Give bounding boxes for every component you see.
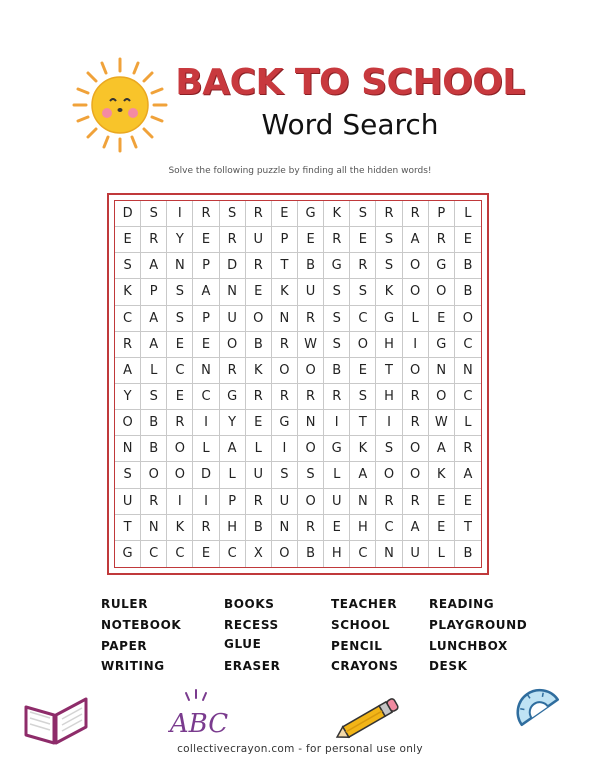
- grid-cell: P: [193, 306, 219, 332]
- grid-cell: E: [298, 227, 324, 253]
- grid-cell: L: [429, 541, 455, 567]
- grid-cell: R: [324, 384, 350, 410]
- grid-cell: L: [246, 436, 272, 462]
- grid-cell: N: [298, 410, 324, 436]
- grid-cell: P: [193, 253, 219, 279]
- grid-cell: S: [115, 462, 141, 488]
- word-item: DESK: [429, 659, 468, 673]
- grid-cell: E: [455, 227, 481, 253]
- grid-cell: O: [272, 541, 298, 567]
- grid-cell: E: [193, 227, 219, 253]
- grid-cell: O: [246, 306, 272, 332]
- grid-cell: R: [193, 201, 219, 227]
- grid-cell: O: [429, 384, 455, 410]
- grid-cell: I: [193, 489, 219, 515]
- grid-cell: I: [167, 489, 193, 515]
- grid-cell: O: [167, 462, 193, 488]
- grid-cell: A: [220, 436, 246, 462]
- grid-cell: C: [455, 384, 481, 410]
- grid-cell: N: [272, 515, 298, 541]
- grid-cell: H: [350, 515, 376, 541]
- grid-cell: E: [324, 515, 350, 541]
- grid-cell: S: [376, 436, 402, 462]
- grid-cell: O: [298, 358, 324, 384]
- word-item: ERASER: [224, 659, 281, 673]
- grid-cell: B: [298, 253, 324, 279]
- grid-cell: U: [298, 279, 324, 305]
- grid-cell: Y: [220, 410, 246, 436]
- grid-cell: B: [455, 253, 481, 279]
- grid-cell: S: [298, 462, 324, 488]
- grid-cell: P: [141, 279, 167, 305]
- grid-cell: G: [272, 410, 298, 436]
- grid-cell: R: [455, 436, 481, 462]
- grid-cell: C: [141, 541, 167, 567]
- puzzle-frame: [107, 193, 489, 575]
- grid-cell: I: [167, 201, 193, 227]
- grid-cell: I: [376, 410, 402, 436]
- grid-cell: R: [403, 201, 429, 227]
- grid-cell: N: [167, 253, 193, 279]
- grid-cell: K: [429, 462, 455, 488]
- grid-cell: C: [220, 541, 246, 567]
- grid-cell: R: [298, 515, 324, 541]
- grid-cell: N: [429, 358, 455, 384]
- grid-cell: T: [272, 253, 298, 279]
- grid-cell: D: [220, 253, 246, 279]
- grid-cell: H: [376, 384, 402, 410]
- grid-cell: U: [403, 541, 429, 567]
- svg-text:ABC: ABC: [169, 709, 229, 739]
- grid-cell: K: [324, 201, 350, 227]
- grid-cell: O: [376, 462, 402, 488]
- grid-cell: A: [429, 436, 455, 462]
- word-item: NOTEBOOK: [101, 618, 182, 632]
- grid-cell: S: [272, 462, 298, 488]
- grid-cell: L: [455, 410, 481, 436]
- grid-cell: E: [193, 541, 219, 567]
- grid-cell: C: [167, 358, 193, 384]
- grid-cell: O: [298, 489, 324, 515]
- grid-cell: N: [455, 358, 481, 384]
- grid-cell: I: [324, 410, 350, 436]
- instructions: Solve the following puzzle by finding all the hidden words!: [168, 166, 432, 176]
- grid-cell: L: [455, 201, 481, 227]
- grid-cell: R: [246, 384, 272, 410]
- grid-cell: R: [220, 358, 246, 384]
- grid-cell: S: [324, 306, 350, 332]
- grid-cell: B: [246, 515, 272, 541]
- grid-cell: N: [350, 489, 376, 515]
- grid-cell: R: [272, 384, 298, 410]
- word-item: SCHOOL: [331, 618, 391, 632]
- grid-cell: N: [272, 306, 298, 332]
- grid-cell: R: [246, 489, 272, 515]
- grid-cell: C: [167, 541, 193, 567]
- page-subtitle: Word Search: [261, 108, 439, 141]
- grid-cell: I: [403, 332, 429, 358]
- grid-cell: E: [167, 332, 193, 358]
- grid-cell: L: [141, 358, 167, 384]
- grid-cell: B: [246, 332, 272, 358]
- grid-cell: O: [115, 410, 141, 436]
- word-item: PAPER: [101, 639, 148, 653]
- grid-cell: T: [115, 515, 141, 541]
- grid-cell: L: [403, 306, 429, 332]
- grid-cell: Y: [115, 384, 141, 410]
- pencil-icon: [334, 695, 406, 745]
- grid-cell: S: [167, 279, 193, 305]
- grid-cell: Y: [167, 227, 193, 253]
- grid-cell: O: [141, 462, 167, 488]
- grid-cell: B: [298, 541, 324, 567]
- grid-cell: N: [376, 541, 402, 567]
- grid-cell: I: [193, 410, 219, 436]
- grid-cell: H: [324, 541, 350, 567]
- grid-cell: A: [350, 462, 376, 488]
- grid-cell: S: [141, 201, 167, 227]
- grid-cell: U: [220, 306, 246, 332]
- grid-cell: R: [298, 384, 324, 410]
- grid-cell: N: [220, 279, 246, 305]
- grid-cell: G: [298, 201, 324, 227]
- grid-cell: K: [376, 279, 402, 305]
- grid-cell: S: [350, 279, 376, 305]
- grid-cell: R: [193, 515, 219, 541]
- grid-cell: N: [193, 358, 219, 384]
- grid-cell: R: [141, 489, 167, 515]
- grid-cell: E: [246, 279, 272, 305]
- grid-cell: S: [376, 253, 402, 279]
- grid-cell: O: [429, 279, 455, 305]
- grid-cell: G: [324, 436, 350, 462]
- grid-cell: L: [324, 462, 350, 488]
- grid-cell: E: [272, 201, 298, 227]
- grid-cell: A: [141, 306, 167, 332]
- grid-cell: E: [429, 515, 455, 541]
- grid-cell: E: [167, 384, 193, 410]
- grid-cell: E: [193, 332, 219, 358]
- grid-cell: B: [324, 358, 350, 384]
- grid-cell: E: [246, 410, 272, 436]
- word-item: WRITING: [101, 659, 165, 673]
- open-book-icon: [22, 695, 90, 749]
- grid-cell: R: [272, 332, 298, 358]
- grid-cell: K: [272, 279, 298, 305]
- grid-cell: H: [376, 332, 402, 358]
- word-item: RECESS: [224, 618, 279, 632]
- word-item: GLUE: [224, 637, 262, 651]
- grid-cell: G: [115, 541, 141, 567]
- grid-cell: R: [376, 201, 402, 227]
- grid-cell: B: [141, 436, 167, 462]
- grid-cell: S: [167, 306, 193, 332]
- grid-cell: R: [298, 306, 324, 332]
- grid-cell: W: [429, 410, 455, 436]
- grid-cell: B: [463, 546, 473, 562]
- grid-cell: U: [246, 227, 272, 253]
- grid-cell: E: [350, 358, 376, 384]
- abc-icon: [168, 688, 230, 744]
- grid-cell: R: [376, 489, 402, 515]
- grid-cell: N: [115, 436, 141, 462]
- grid-cell: S: [324, 279, 350, 305]
- grid-cell: T: [455, 515, 481, 541]
- grid-cell: G: [376, 306, 402, 332]
- grid-cell: S: [220, 201, 246, 227]
- grid-cell: R: [220, 227, 246, 253]
- word-item: LUNCHBOX: [429, 639, 508, 653]
- grid-cell: P: [272, 227, 298, 253]
- grid-cell: S: [376, 227, 402, 253]
- grid-cell: O: [220, 332, 246, 358]
- grid-cell: S: [141, 384, 167, 410]
- grid-cell: S: [350, 384, 376, 410]
- grid-cell: O: [403, 436, 429, 462]
- grid-cell: R: [324, 227, 350, 253]
- grid-cell: A: [403, 515, 429, 541]
- grid-cell: O: [403, 358, 429, 384]
- grid-cell: K: [115, 279, 141, 305]
- grid-cell: O: [403, 279, 429, 305]
- grid-cell: T: [376, 358, 402, 384]
- grid-cell: U: [324, 489, 350, 515]
- grid-cell: E: [455, 489, 481, 515]
- grid-cell: C: [350, 541, 376, 567]
- word-item: RULER: [101, 597, 149, 611]
- word-item: PLAYGROUND: [429, 618, 528, 632]
- grid-cell: G: [220, 384, 246, 410]
- grid-cell: G: [429, 332, 455, 358]
- grid-cell: O: [403, 253, 429, 279]
- grid-cell: O: [455, 306, 481, 332]
- grid-cell: R: [403, 410, 429, 436]
- grid-cell: W: [298, 332, 324, 358]
- grid-cell: S: [350, 201, 376, 227]
- footer-credit: collectivecrayon.com - for personal use only: [177, 743, 423, 755]
- grid-cell: R: [246, 253, 272, 279]
- letter-grid: [115, 201, 481, 567]
- grid-cell: A: [141, 332, 167, 358]
- word-item: READING: [429, 597, 495, 611]
- grid-cell: B: [141, 410, 167, 436]
- grid-cell: A: [403, 227, 429, 253]
- grid-cell: O: [403, 462, 429, 488]
- grid-cell: D: [115, 201, 141, 227]
- grid-cell: C: [455, 332, 481, 358]
- grid-cell: S: [324, 332, 350, 358]
- grid-cell: P: [429, 201, 455, 227]
- grid-cell: T: [350, 410, 376, 436]
- grid-cell: R: [141, 227, 167, 253]
- grid-cell: R: [350, 253, 376, 279]
- grid-cell: L: [193, 436, 219, 462]
- grid-cell: R: [403, 384, 429, 410]
- protractor-icon: [508, 678, 560, 732]
- grid-cell: E: [429, 306, 455, 332]
- grid-cell: C: [376, 515, 402, 541]
- grid-cell: O: [167, 436, 193, 462]
- grid-cell: C: [193, 384, 219, 410]
- grid-cell: X: [246, 541, 272, 567]
- grid-cell: O: [272, 358, 298, 384]
- grid-cell: K: [350, 436, 376, 462]
- grid-cell: S: [115, 253, 141, 279]
- grid-cell: K: [167, 515, 193, 541]
- grid-cell: O: [298, 436, 324, 462]
- grid-cell: B: [455, 279, 481, 305]
- grid-cell: U: [115, 489, 141, 515]
- grid-cell: A: [193, 279, 219, 305]
- grid-cell: R: [429, 227, 455, 253]
- grid-cell: R: [115, 332, 141, 358]
- grid-cell: C: [115, 306, 141, 332]
- grid-cell: A: [455, 462, 481, 488]
- grid-cell: O: [350, 332, 376, 358]
- grid-cell: R: [403, 489, 429, 515]
- grid-cell: P: [220, 489, 246, 515]
- grid-cell: R: [167, 410, 193, 436]
- grid-cell: U: [272, 489, 298, 515]
- grid-cell: K: [246, 358, 272, 384]
- grid-cell: L: [220, 462, 246, 488]
- grid-cell: I: [272, 436, 298, 462]
- grid-cell: U: [246, 462, 272, 488]
- grid-cell: H: [220, 515, 246, 541]
- page-title: BACK TO SCHOOL: [175, 62, 525, 103]
- grid-cell: N: [141, 515, 167, 541]
- word-item: TEACHER: [331, 597, 398, 611]
- grid-cell: C: [350, 306, 376, 332]
- grid-cell: E: [350, 227, 376, 253]
- grid-cell: G: [324, 253, 350, 279]
- word-item: BOOKS: [224, 597, 275, 611]
- grid-cell: G: [429, 253, 455, 279]
- grid-cell: A: [115, 358, 141, 384]
- grid-cell: A: [141, 253, 167, 279]
- grid-cell: R: [246, 201, 272, 227]
- grid-cell: E: [429, 489, 455, 515]
- word-item: PENCIL: [331, 639, 383, 653]
- grid-cell: D: [193, 462, 219, 488]
- word-item: CRAYONS: [331, 659, 399, 673]
- grid-cell: E: [115, 227, 141, 253]
